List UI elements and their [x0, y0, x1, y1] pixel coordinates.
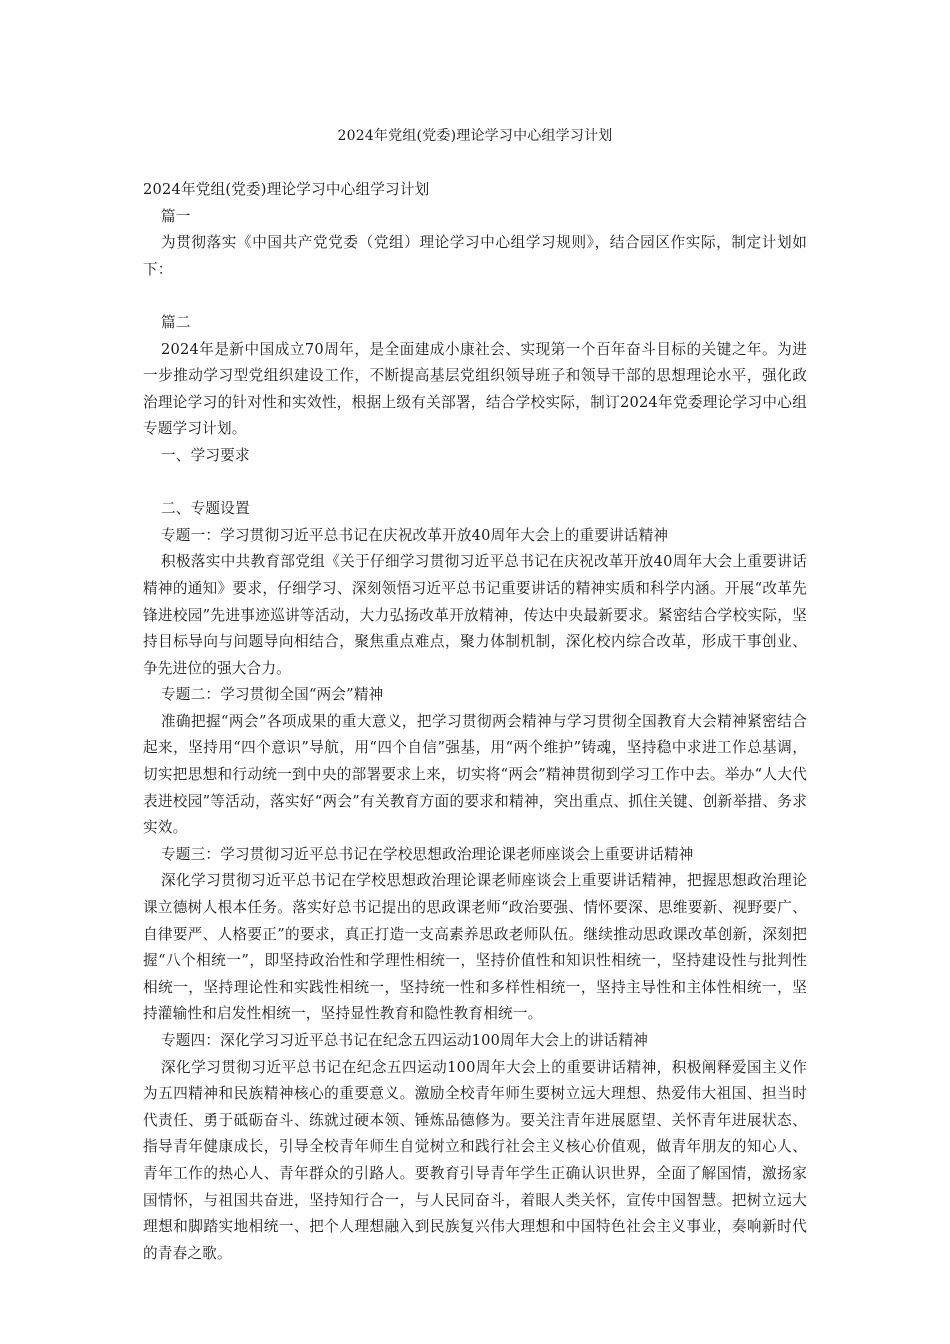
topic-1-paragraph: 积极落实中共教育部党组《关于仔细学习贯彻习近平总书记在庆祝改革开放40周年大会上重要讲话精神的通知》要求，仔细学习、深刻领悟习近平总书记重要讲话的精神实质和科学内涵。开展“改革先锋进校园”先进事迹巡讲等活动，大力弘扬改革开放精神，传达中央最新要求。紧密结合学校实际，坚持目标导向与问题导向相结合，聚焦重点难点，聚力体制机制，深化校内综合改革，形成干事创业、争先进位的强大合力。	[143, 553, 807, 677]
section-2-heading: 二、专题设置	[161, 500, 250, 518]
document-heading: 2024年党组(党委)理论学习中心组学习计划	[143, 181, 430, 198]
topic-2-heading: 专题二：学习贯彻全国“两会”精神	[161, 686, 384, 704]
blank-line	[143, 470, 807, 497]
part-2-label: 篇二	[161, 313, 191, 331]
part-2-paragraph: 2024年是新中国成立70周年，是全面建成小康社会、实现第一个百年奋斗目标的关键之年。为进一步推动学习型党组织建设工作，不断提高基层党组织领导班子和领导干部的思想理论水平，强化政治理论学习的针对性和实效性，根据上级有关部署，结合学校实际，制订2024年党委理论学习中心组专题学习计划。	[143, 340, 807, 438]
topic-3-paragraph: 深化学习贯彻习近平总书记在学校思想政治理论课老师座谈会上重要讲话精神，把握思想政治理论课立德树人根本任务。落实好总书记提出的思政课老师“政治要强、情怀要深、思维要新、视野要广、自律要严、人格要正”的要求，真正打造一支高素养思政老师队伍。继续推动思政课改革创新，深刻把握“八个相统一”，即坚持政治性和学理性相统一，坚持价值性和知识性相统一，坚持建设性与批判性相统一，坚持理论性和实践性相统一，坚持统一性和多样性相统一，坚持主导性和主体性相统一，坚持灌输性和启发性相统一，坚持显性教育和隐性教育相统一。	[143, 872, 807, 1023]
topic-2-paragraph: 准确把握“两会”各项成果的重大意义，把学习贯彻两会精神与学习贯彻全国教育大会精神紧密结合起来，坚持用“四个意识”导航，用“四个自信”强基，用“两个维护”铸魂，坚持稳中求进工作总基调，切实把思想和行动统一到中央的部署要求上来，切实将“两会”精神贯彻到学习工作中去。举办“人大代表进校园”等活动，落实好“两会”有关教育方面的要求和精神，突出重点、抓住关键、创新举措、务求实效。	[143, 712, 807, 837]
topic-4-paragraph: 深化学习贯彻习近平总书记在纪念五四运动100周年大会上的重要讲话精神，积极阐释爱国主义作为五四精神和民族精神核心的重要意义。激励全校青年师生要树立远大理想、热爱伟大祖国、担当时代责任、勇于砥砺奋斗、练就过硬本领、锤炼品德修为。要关注青年进展愿望、关怀青年进展状态、指导青年健康成长，引导全校青年师生自觉树立和践行社会主义核心价值观，做青年朋友的知心人、青年工作的热心人、青年群众的引路人。要教育引导青年学生正确认识世界，全面了解国情，激扬家国情怀，与祖国共奋进，坚持知行合一，与人民同奋斗，着眼人类关怀，宣传中国智慧。把树立远大理想和脚踏实地相统一、把个人理想融入到民族复兴伟大理想和中国特色社会主义事业，奏响新时代的青春之歌。	[143, 1058, 807, 1262]
topic-3-heading: 专题三：学习贯彻习近平总书记在学校思想政治理论课老师座谈会上重要讲话精神	[161, 845, 694, 863]
topic-1-heading: 专题一：学习贯彻习近平总书记在庆祝改革开放40周年大会上的重要讲话精神	[161, 526, 669, 544]
part-1-paragraph: 为贯彻落实《中国共产党党委（党组）理论学习中心组学习规则》，结合园区作实际，制定计划如下：	[143, 234, 807, 278]
document-title: 2024年党组(党委)理论学习中心组学习计划	[337, 128, 613, 144]
topic-4-heading: 专题四：深化学习习近平总书记在纪念五四运动100周年大会上的讲话精神	[161, 1032, 649, 1049]
blank-line	[143, 283, 807, 310]
section-1-heading: 一、学习要求	[161, 446, 250, 464]
part-1-label: 篇一	[161, 207, 191, 225]
document-body	[143, 177, 807, 1267]
